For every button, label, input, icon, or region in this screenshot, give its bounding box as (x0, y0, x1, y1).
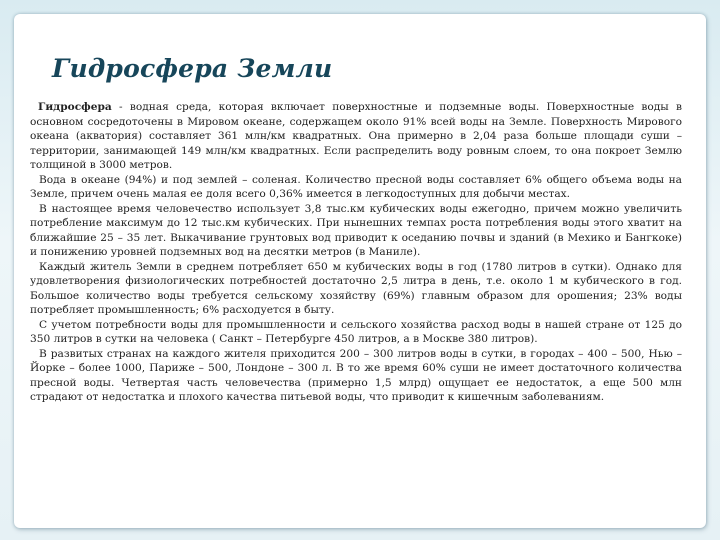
paragraph-country-consumption: С учетом потребности воды для промышленности и сельского хозяйства расход воды в нашей стране от 125 до 350 литров в сутки на человека ( Санкт – Петербурге 450 литров, а в Москве 380 литров). (30, 318, 682, 345)
paragraph-hydrosphere-definition (30, 100, 682, 173)
term-hydrosphere: Гидросфера (38, 101, 112, 113)
slide-title: Гидросфера Земли (52, 54, 333, 83)
paragraph-water-usage: В настоящее время человечество использует 3,8 тыс.км кубических воды ежегодно, причем можно увеличить потребление максимум до 12 тыс.км кубических. При нынешних темпах роста потребления воды этого хватит на ближайшие 25 – 35 лет. Выкачивание грунтовых вод приводит к оседанию почвы и зданий (в Мехико и Бангкоке) и понижению уровней подземных вод на десятки метров (в Маниле). (30, 202, 682, 258)
slide-body (30, 100, 682, 405)
paragraph-developed-countries: В развитых странах на каждого жителя приходится 200 – 300 литров воды в сутки, в городах – 400 – 500, Нью – Йорке – более 1000, Париже – 500, Лондоне – 300 л. В то же время 60% суши не имеет достаточного количества пресной воды. Четвертая часть человечества (примерно 1,5 млрд) ощущает ее недостаток, а еще 500 млн страдают от недостатка и плохого качества питьевой воды, что приводит к кишечным заболеваниям. (30, 347, 682, 403)
paragraph-per-capita-consumption: Каждый житель Земли в среднем потребляет 650 м кубических воды в год (1780 литров в сутки). Однако для удовлетворения физиологических потребностей достаточно 2,5 литра в день, т.е. около 1 м кубического в год. Большое количество воды требуется сельскому хозяйству (69%) главным образом для орошения; 23% воды потребляет промышленность; 6% расходуется в быту. (30, 260, 682, 316)
paragraph-salt-fresh-water: Вода в океане (94%) и под землей – соленая. Количество пресной воды составляет 6% общего объема воды на Земле, причем очень малая ее доля всего 0,36% имеется в легкодоступных для добычи местах. (30, 173, 682, 200)
paragraph-1-text: - водная среда, которая включает поверхностные и подземные воды. Поверхностные воды в основном сосредоточены в Мировом океане, содержащем около 91% всей воды на Земле. Поверхность Мирового океана (акватория) составляет 361 млн/км квадратных. Она примерно в 2,04 раза больше площади суши – территории, занимающей 149 млн/км квадратных. Если распределить воду ровным слоем, то она покроет Землю толщиной в 3000 метров. (30, 101, 682, 171)
